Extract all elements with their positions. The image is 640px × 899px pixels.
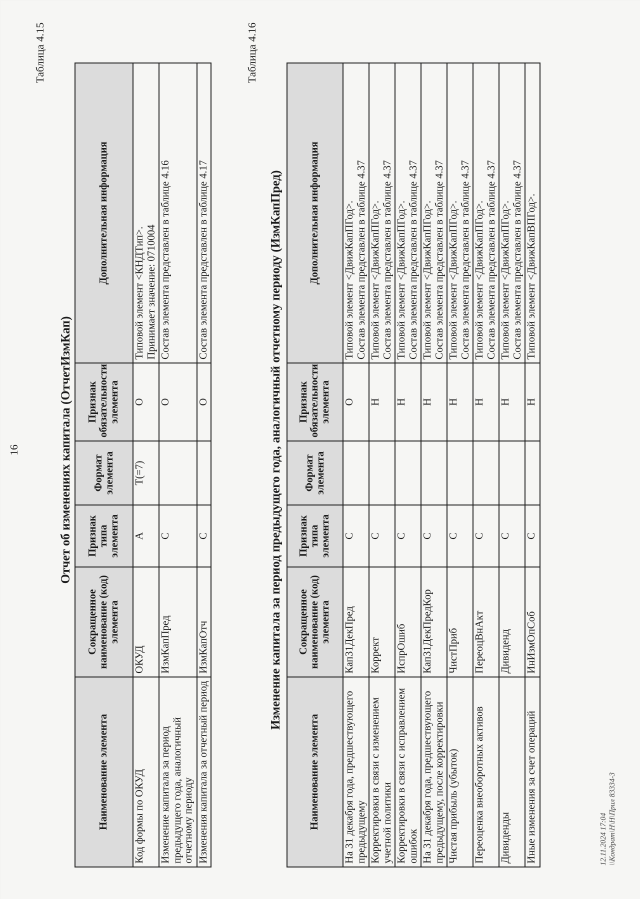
table-cell: Типовой элемент <ДвижКапПГод>. Состав элемента представлен в таблице 4.37 — [499, 63, 525, 363]
table-cell: Коррект — [369, 567, 395, 677]
table-cell: ИнИзмОпСоб — [525, 567, 540, 677]
table-cell: Типовой элемент <ДвижКапПГод>. Состав элемента представлен в таблице 4.37 — [421, 63, 447, 363]
table-cell: С — [369, 505, 395, 567]
column-header: Формат элемента — [75, 441, 133, 505]
table-row — [343, 63, 369, 867]
table-cell: С — [421, 505, 447, 567]
table-cell — [447, 441, 473, 505]
column-header: Сокращенное наименование (код) элемента — [75, 567, 133, 677]
table-cell: Типовой элемент <ДвижКапВПГод>. — [525, 63, 540, 363]
table-4-15 — [74, 62, 211, 867]
table-cell: Кап31ДекПредКор — [421, 567, 447, 677]
table-cell: С — [499, 505, 525, 567]
table-row — [525, 63, 540, 867]
table-row — [369, 63, 395, 867]
table-cell: Н — [473, 363, 499, 441]
table-cell — [473, 441, 499, 505]
table-label-4-16: Таблица 4.16 — [246, 22, 258, 83]
column-header: Формат элемента — [287, 441, 343, 505]
table-cell: ПереоцВнАкт — [473, 567, 499, 677]
table-row — [395, 63, 421, 867]
table-cell: С — [525, 505, 540, 567]
table-row — [196, 63, 211, 867]
table-cell: Изменение капитала за период предыдущего года, аналогичный отчетному периоду — [159, 677, 197, 867]
table-cell: Чистая прибыль (убыток) — [447, 677, 473, 867]
table-cell: О — [343, 363, 369, 441]
table-title-4-16: Изменение капитала за период предыдущего года, аналогичный отчетному периоду (ИзмКапПред) — [268, 169, 282, 730]
table-row — [421, 63, 447, 867]
table-cell: С — [473, 505, 499, 567]
table-cell — [395, 441, 421, 505]
column-header: Наименование элемента — [75, 677, 133, 867]
table-cell: ИспрОшиб — [395, 567, 421, 677]
table-title-4-15: Отчет об изменениях капитала (ОтчетИзмКап) — [58, 315, 72, 584]
table-cell: Дивиденды — [499, 677, 525, 867]
table-cell: Переоценка внеоборотных активов — [473, 677, 499, 867]
table-cell — [343, 441, 369, 505]
table-cell: С — [196, 505, 211, 567]
table-row — [447, 63, 473, 867]
table-cell: Изменения капитала за отчетный период — [196, 677, 211, 867]
column-header: Дополнительная информация — [75, 63, 133, 363]
table-cell: Код формы по ОКУД — [133, 677, 159, 867]
table-cell: О — [133, 363, 159, 441]
column-header: Дополнительная информация — [287, 63, 343, 363]
table-cell: T(=7) — [133, 441, 159, 505]
table-row — [133, 63, 159, 867]
page-number: 16 — [8, 444, 20, 455]
table-cell: Н — [525, 363, 540, 441]
table-cell: Типовой элемент <ДвижКапПГод>. Состав элемента представлен в таблице 4.37 — [447, 63, 473, 363]
footer-timestamp: 12.11.2024 17:04 — [598, 812, 607, 865]
column-header: Признак типа элемента — [287, 505, 343, 567]
table-cell: С — [159, 505, 197, 567]
column-header: Признак обязательности элемента — [287, 363, 343, 441]
table-row — [159, 63, 197, 867]
table-cell — [499, 441, 525, 505]
table-cell: Н — [395, 363, 421, 441]
table-cell: Типовой элемент <ДвижКапПГод>. Состав элемента представлен в таблице 4.37 — [473, 63, 499, 363]
table-cell: ЧистПриб — [447, 567, 473, 677]
table-cell — [421, 441, 447, 505]
table-cell: Типовой элемент <ДвижКапПГод>. Состав элемента представлен в таблице 4.37 — [369, 63, 395, 363]
table-cell: С — [447, 505, 473, 567]
column-header: Наименование элемента — [287, 677, 343, 867]
table-cell: Состав элемента представлен в таблице 4.16 — [159, 63, 197, 363]
table-cell: Корректировки в связи с изменением учетной политики — [369, 677, 395, 867]
column-header: Признак типа элемента — [75, 505, 133, 567]
table-cell — [369, 441, 395, 505]
footer-stamp — [598, 772, 616, 865]
table-cell: Н — [421, 363, 447, 441]
table-cell: ИзмКапОтч — [196, 567, 211, 677]
table-cell: ИзмКапПред — [159, 567, 197, 677]
table-cell: На 31 декабря года, предшествующего предыдущему — [343, 677, 369, 867]
table-cell: Н — [447, 363, 473, 441]
table-cell: О — [196, 363, 211, 441]
table-cell: Состав элемента представлен в таблице 4.17 — [196, 63, 211, 363]
table-cell: ОКУД — [133, 567, 159, 677]
table-cell: Типовой элемент <ДвижКапПГод>. Состав элемента представлен в таблице 4.37 — [395, 63, 421, 363]
table-cell: Н — [499, 363, 525, 441]
table-cell: Корректировки в связи с исправлением ошибок — [395, 677, 421, 867]
table-label-4-15: Таблица 4.15 — [34, 22, 46, 83]
table-cell: Н — [369, 363, 395, 441]
table-cell: Типовой элемент <ДвижКапПГод>. Состав элемента представлен в таблице 4.37 — [343, 63, 369, 363]
table-cell: Дивиденд — [499, 567, 525, 677]
table-cell: На 31 декабря года, предшествующего предыдущему, после корректировки — [421, 677, 447, 867]
table-cell: Иные изменения за счет операций — [525, 677, 540, 867]
column-header: Признак обязательности элемента — [75, 363, 133, 441]
table-cell: О — [159, 363, 197, 441]
table-row — [473, 63, 499, 867]
table-cell — [159, 441, 197, 505]
column-header: Сокращенное наименование (код) элемента — [287, 567, 343, 677]
table-cell: С — [395, 505, 421, 567]
footer-path: \\Кондрат\Н\Н\Прил 83334-3 — [607, 771, 616, 865]
table-row — [499, 63, 525, 867]
table-cell: Типовой элемент <КНДТип>. Принимает значение: 0710004 — [133, 63, 159, 363]
table-cell — [196, 441, 211, 505]
table-cell: Кап31ДекПред — [343, 567, 369, 677]
table-cell — [525, 441, 540, 505]
table-4-16 — [286, 62, 540, 867]
table-cell: А — [133, 505, 159, 567]
table-cell: С — [343, 505, 369, 567]
